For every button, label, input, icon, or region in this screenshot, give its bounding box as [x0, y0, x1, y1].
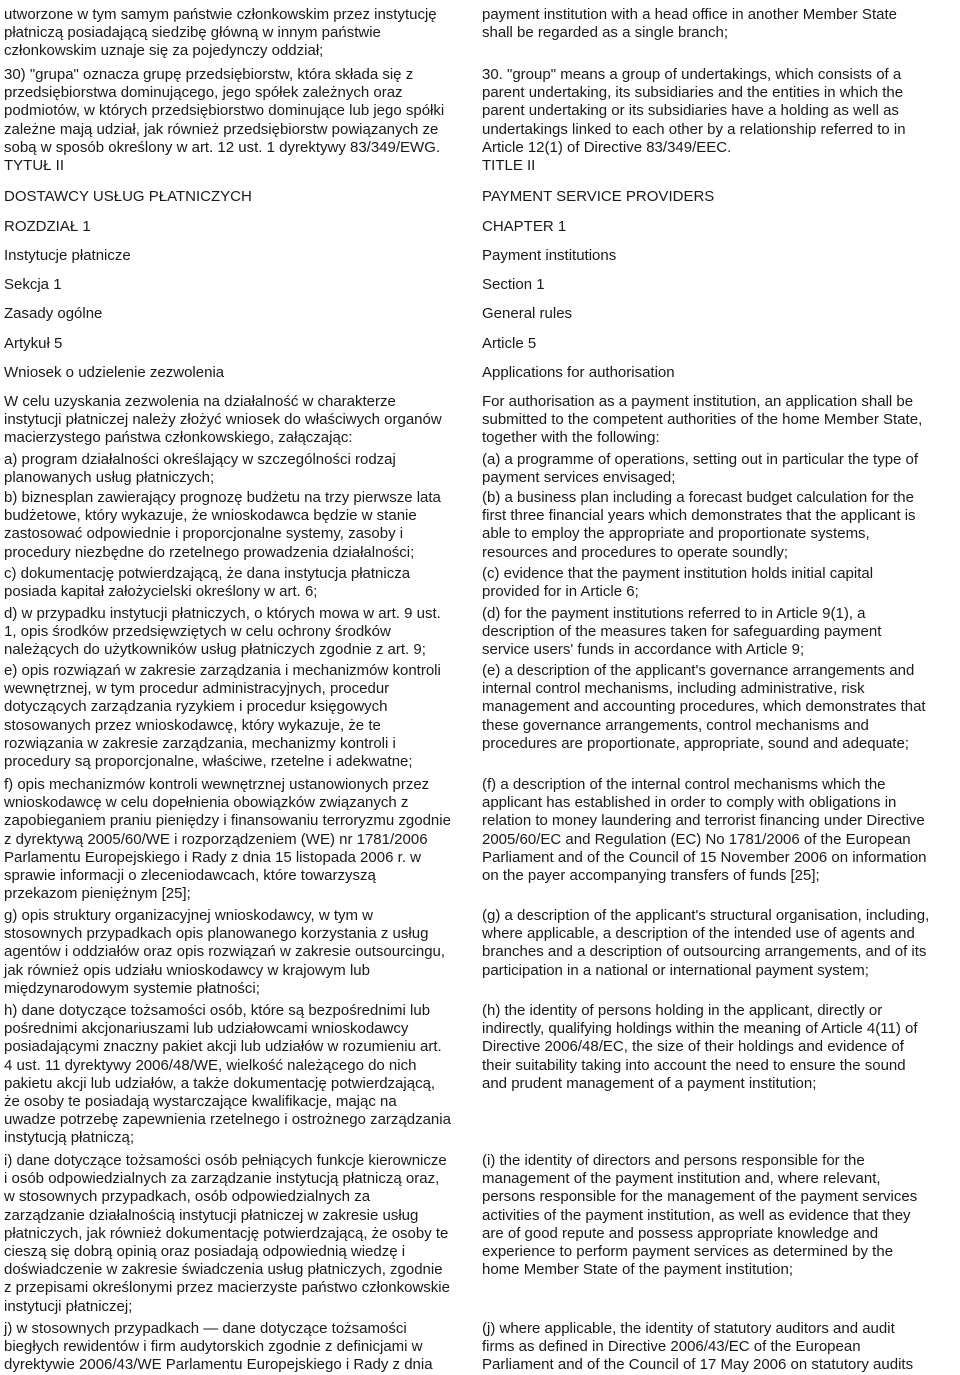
text-line: płatniczych, jak również dokumentację potwierdzającą, że osoby te [4, 1224, 449, 1242]
text-line: w stosownych przypadkach, osób odpowiedzialnych za [4, 1188, 371, 1206]
text-line: (c) evidence that the payment institution holds initial capital [482, 565, 874, 582]
text-line: Applications for authorisation [482, 364, 675, 381]
text-line: utworzone w tym samym państwie członkowskim przez instytucję [4, 6, 437, 23]
text-line: (f) a description of the internal control mechanisms which the [482, 776, 886, 793]
text-line: internal control mechanisms, including administrative, risk [482, 680, 865, 698]
text-line: relation to money laundering and terrorist financing under Directive [482, 812, 925, 830]
text-line: undertakings linked to each other by a relationship referred to in [482, 120, 906, 138]
right-paragraph [482, 662, 960, 753]
text-line: (e) a description of the applicant's governance arrangements and [482, 662, 915, 679]
text-line: first three financial years which demonstrates that the applicant is [482, 507, 916, 525]
right-paragraph [482, 489, 960, 562]
text-line: Instytucje płatnicze [4, 247, 131, 264]
right-paragraph [482, 1320, 960, 1375]
text-line: (i) the identity of directors and persons responsible for the [482, 1152, 865, 1169]
right-paragraph [482, 188, 960, 206]
text-line: payment institution with a head office in another Member State [482, 6, 897, 23]
text-line: przekazom pieniężnym [25]; [4, 885, 191, 903]
text-line: sobą w sposób określony w art. 12 ust. 1 dyrektywy 83/349/EWG. [4, 138, 441, 156]
text-line: j) w stosownych przypadkach — dane dotyczące tożsamości [4, 1320, 407, 1337]
right-paragraph [482, 218, 960, 236]
text-line: together with the following: [482, 429, 660, 447]
text-line: że osoby te posiadają wystarczające kwalifikacje, mając na [4, 1093, 397, 1111]
right-paragraph [482, 335, 960, 353]
text-line: posiada kapitał założycielski określony w art. 6; [4, 583, 318, 601]
text-line: W celu uzyskania zezwolenia na działalność w charakterze [4, 393, 396, 410]
text-line: e) opis rozwiązań w zakresie zarządzania i mechanizmów kontroli [4, 662, 441, 679]
text-line: rozwiązania w zakresie zarządzania, mechanizmy kontroli i [4, 734, 396, 752]
text-line: uwadze potrzebę zapewnienia rzetelnego i ostrożnego zarządzania [4, 1111, 451, 1129]
right-paragraph [482, 393, 960, 448]
text-line: Parliament and of the Council of 17 May 2006 on statutory audits [482, 1356, 914, 1374]
text-line: Directive 2006/48/EC, the size of their holdings and evidence of [482, 1038, 904, 1056]
text-line: instytucją płatniczą; [4, 1129, 135, 1147]
left-paragraph [4, 605, 479, 660]
text-line: zarządzanie działalnością instytucji płatniczej w zakresie usług [4, 1206, 419, 1224]
text-line: Zasady ogólne [4, 305, 103, 322]
text-line: podmiotów, w których przedsiębiorstwo dominujące lub jego spółki [4, 102, 445, 120]
left-paragraph [4, 393, 479, 448]
text-line: experience to perform payment services as determined by the [482, 1243, 894, 1261]
left-paragraph [4, 907, 479, 998]
text-line: Parliament and of the Council of 15 November 2006 on information [482, 848, 927, 866]
text-line: (a) a programme of operations, setting out in particular the type of [482, 451, 919, 468]
text-line: 1, opis środków przedsięwziętych w celu ochrony środków [4, 623, 391, 641]
text-line: where applicable, a description of the intended use of agents and [482, 925, 915, 943]
text-line: zależne mają udział, jak również przedsiębiorstw powiązanych ze [4, 120, 439, 138]
text-line: management of the payment institution and, where relevant, [482, 1170, 881, 1188]
text-line: międzynarodowym systemie płatności; [4, 979, 260, 997]
left-paragraph [4, 364, 479, 382]
text-line: General rules [482, 305, 573, 322]
text-line: przedsiębiorstwa dominującego, jego spółek zależnych oraz [4, 84, 403, 102]
text-line: członkowskim uznaje się za pojedynczy oddział; [4, 42, 324, 60]
text-line: resources and procedures to operate soundly; [482, 543, 789, 561]
text-line: i) dane dotyczące tożsamości osób pełniących funkcje kierownicze [4, 1152, 447, 1169]
text-line: procedures are proportionate, appropriate, sound and adequate; [482, 734, 909, 752]
text-line: wewnętrznej, w tym procedur administracyjnych, procedur [4, 680, 390, 698]
text-line: budżetowe, który wykazuje, że wnioskodawca będzie w stanie [4, 507, 417, 525]
text-line: Parlamentu Europejskiego i Rady z dnia 15 listopada 2006 r. w [4, 848, 421, 866]
text-line: DOSTAWCY USŁUG PŁATNICZYCH [4, 188, 252, 205]
text-line: (h) the identity of persons holding in the applicant, directly or [482, 1002, 883, 1019]
text-line: description of the measures taken for safeguarding payment [482, 623, 882, 641]
text-line: należących do użytkowników usług płatniczych zgodnie z art. 9; [4, 641, 426, 659]
text-line: pośrednimi akcjonariuszami lub udziałowcami wnioskodawcy [4, 1020, 409, 1038]
text-line: ROZDZIAŁ 1 [4, 218, 91, 235]
text-line: 4 ust. 11 dyrektywy 2006/48/WE, wielkość należącego do nich [4, 1056, 417, 1074]
right-paragraph [482, 364, 960, 382]
text-line: g) opis struktury organizacyjnej wnioskodawcy, w tym w [4, 907, 374, 924]
text-line: firms as defined in Directive 2006/43/EC of the European [482, 1338, 861, 1356]
right-paragraph [482, 6, 960, 42]
left-paragraph [4, 1152, 479, 1316]
text-line: c) dokumentację potwierdzającą, że dana instytucja płatnicza [4, 565, 411, 582]
text-line: service users' funds in accordance with Article 9; [482, 641, 805, 659]
text-line: instytucji płatniczej; [4, 1297, 133, 1315]
right-paragraph [482, 451, 960, 487]
text-line: and prudent management of a payment institution; [482, 1074, 817, 1092]
left-paragraph [4, 662, 479, 771]
text-line: planowanych usług płatniczych; [4, 469, 215, 487]
right-paragraph [482, 1002, 960, 1093]
right-paragraph [482, 305, 960, 323]
text-line: i osób odpowiedzialnych za zarządzanie instytucją płatniczą oraz, [4, 1170, 440, 1188]
right-paragraph [482, 565, 960, 601]
text-line: Article 12(1) of Directive 83/349/EEC. [482, 138, 732, 156]
text-line: a) program działalności określający w szczególności rodzaj [4, 451, 396, 468]
left-paragraph [4, 247, 479, 265]
text-line: able to employ the appropriate and proportionate systems, [482, 525, 870, 543]
text-line: zapobieganiem praniu pieniędzy i finansowaniu terroryzmu zgodnie [4, 812, 451, 830]
left-paragraph [4, 335, 479, 353]
right-paragraph [482, 66, 960, 175]
left-paragraph [4, 451, 479, 487]
left-paragraph [4, 305, 479, 323]
text-line: z przepisami określonymi przez macierzyste państwo członkowskie [4, 1279, 450, 1297]
text-line: Sekcja 1 [4, 276, 62, 293]
text-line: Section 1 [482, 276, 545, 293]
text-line: on the payer accompanying transfers of funds [25]; [482, 867, 820, 885]
text-line: these governance arrangements, control mechanisms and [482, 716, 869, 734]
text-line: persons responsible for the management of the payment services [482, 1188, 918, 1206]
left-paragraph [4, 776, 479, 903]
right-paragraph [482, 276, 960, 294]
text-line: agentów i oddziałów oraz opis rozwiązań w zakresie outsourcingu, [4, 943, 446, 961]
text-line: pakietu akcji lub udziałów, a także dokumentację potwierdzającą, [4, 1074, 436, 1092]
text-line: management and accounting procedures, which demonstrates that [482, 698, 926, 716]
left-paragraph [4, 1002, 479, 1148]
text-line: 2005/60/EC and Regulation (EC) No 1781/2006 of the European [482, 830, 911, 848]
text-line: Article 5 [482, 335, 537, 352]
text-line: For authorisation as a payment institution, an application shall be [482, 393, 914, 410]
left-paragraph [4, 489, 479, 562]
text-line: b) biznesplan zawierający prognozę budżetu na trzy pierwsze lata [4, 489, 441, 506]
text-line: their suitability taking into account the need to ensure the sound [482, 1056, 906, 1074]
text-line: h) dane dotyczące tożsamości osób, które są bezpośrednimi lub [4, 1002, 431, 1019]
text-line: Wniosek o udzielenie zezwolenia [4, 364, 225, 381]
left-paragraph [4, 66, 479, 175]
text-line: sprawie informacji o zleceniodawcach, które towarzyszą [4, 867, 376, 885]
text-line: płatniczą posiadającą siedzibę główną w innym państwie [4, 24, 381, 42]
text-line: (g) a description of the applicant's structural organisation, including, [482, 907, 930, 924]
left-paragraph [4, 188, 479, 206]
text-line: Payment institutions [482, 247, 617, 264]
text-line: procedury są proporcjonalne, właściwe, rzetelne i adekwatne; [4, 753, 413, 771]
left-paragraph [4, 6, 479, 61]
text-line: 30. "group" means a group of undertakings, which consists of a [482, 66, 902, 83]
text-line: stosownych przypadkach opis planowanego korzystania z usług [4, 925, 429, 943]
text-line: participation in a national or international payment system; [482, 961, 869, 979]
left-paragraph [4, 218, 479, 236]
text-line: jak również opis udziału wnioskodawcy w krajowym lub [4, 961, 370, 979]
text-line: CHAPTER 1 [482, 218, 567, 235]
text-line: f) opis mechanizmów kontroli wewnętrznej ustanowionych przez [4, 776, 430, 793]
text-line: procedury niezbędne do rzetelnego prowadzenia działalności; [4, 543, 415, 561]
text-line: (b) a business plan including a forecast budget calculation for the [482, 489, 914, 506]
right-paragraph [482, 907, 960, 980]
text-line: dotyczących zarządzania ryzykiem i procedur księgowych [4, 698, 388, 716]
right-paragraph [482, 605, 960, 660]
left-paragraph [4, 276, 479, 294]
text-line: cieszą się dobrą opinią oraz posiadają odpowiednią wiedzę i [4, 1243, 406, 1261]
text-line: payment services envisaged; [482, 469, 676, 487]
text-line: macierzystego państwa członkowskiego, załączając: [4, 429, 353, 447]
right-paragraph [482, 776, 960, 885]
text-line: dyrektywie 2006/43/WE Parlamentu Europejskiego i Rady z dnia [4, 1356, 433, 1374]
text-line: posiadającymi znaczny pakiet akcji lub udziałów w rozumieniu art. [4, 1038, 442, 1056]
text-line: provided for in Article 6; [482, 583, 639, 601]
text-line: PAYMENT SERVICE PROVIDERS [482, 188, 715, 205]
text-line: Artykuł 5 [4, 335, 63, 352]
text-line: d) w przypadku instytucji płatniczych, o których mowa w art. 9 ust. [4, 605, 441, 622]
text-line: instytucji płatniczej należy złożyć wniosek do właściwych organów [4, 411, 442, 429]
right-paragraph [482, 247, 960, 265]
left-paragraph [4, 565, 479, 601]
text-line: 30) "grupa" oznacza grupę przedsiębiorstw, która składa się z [4, 66, 414, 83]
text-line: branches and a description of outsourcing arrangements, and of its [482, 943, 927, 961]
text-line: stosowanych przez wnioskodawcę, który wykazuje, że te [4, 716, 381, 734]
text-line: zastosować odpowiednie i proporcjonalne systemy, zasoby i [4, 525, 404, 543]
text-line: shall be regarded as a single branch; [482, 24, 728, 42]
text-line: (d) for the payment institutions referred to in Article 9(1), a [482, 605, 866, 622]
text-line: activities of the payment institution, as well as evidence that they [482, 1206, 911, 1224]
right-paragraph [482, 1152, 960, 1279]
text-line: TITLE II [482, 157, 536, 175]
text-line: wnioskodawcę w celu dopełnienia obowiązków związanych z [4, 794, 409, 812]
text-line: submitted to the competent authorities of the home Member State, [482, 411, 923, 429]
text-line: TYTUŁ II [4, 157, 65, 175]
text-line: parent undertaking or its subsidiaries have a holding as well as [482, 102, 899, 120]
text-line: doświadczenie w zakresie świadczenia usług płatniczych, zgodnie [4, 1261, 443, 1279]
text-line: home Member State of the payment institution; [482, 1261, 793, 1279]
text-line: indirectly, qualifying holdings within the meaning of Article 4(11) of [482, 1020, 918, 1038]
text-line: (j) where applicable, the identity of statutory auditors and audit [482, 1320, 895, 1337]
text-line: are of good repute and possess appropriate knowledge and [482, 1224, 879, 1242]
left-paragraph [4, 1320, 479, 1375]
text-line: parent undertaking, its subsidiaries and the entities in which the [482, 84, 904, 102]
text-line: applicant has established in order to comply with obligations in [482, 794, 897, 812]
text-line: z dyrektywą 2005/60/WE i rozporządzeniem (WE) nr 1781/2006 [4, 830, 428, 848]
text-line: biegłych rewidentów i firm audytorskich zgodnie z definicjami w [4, 1338, 423, 1356]
